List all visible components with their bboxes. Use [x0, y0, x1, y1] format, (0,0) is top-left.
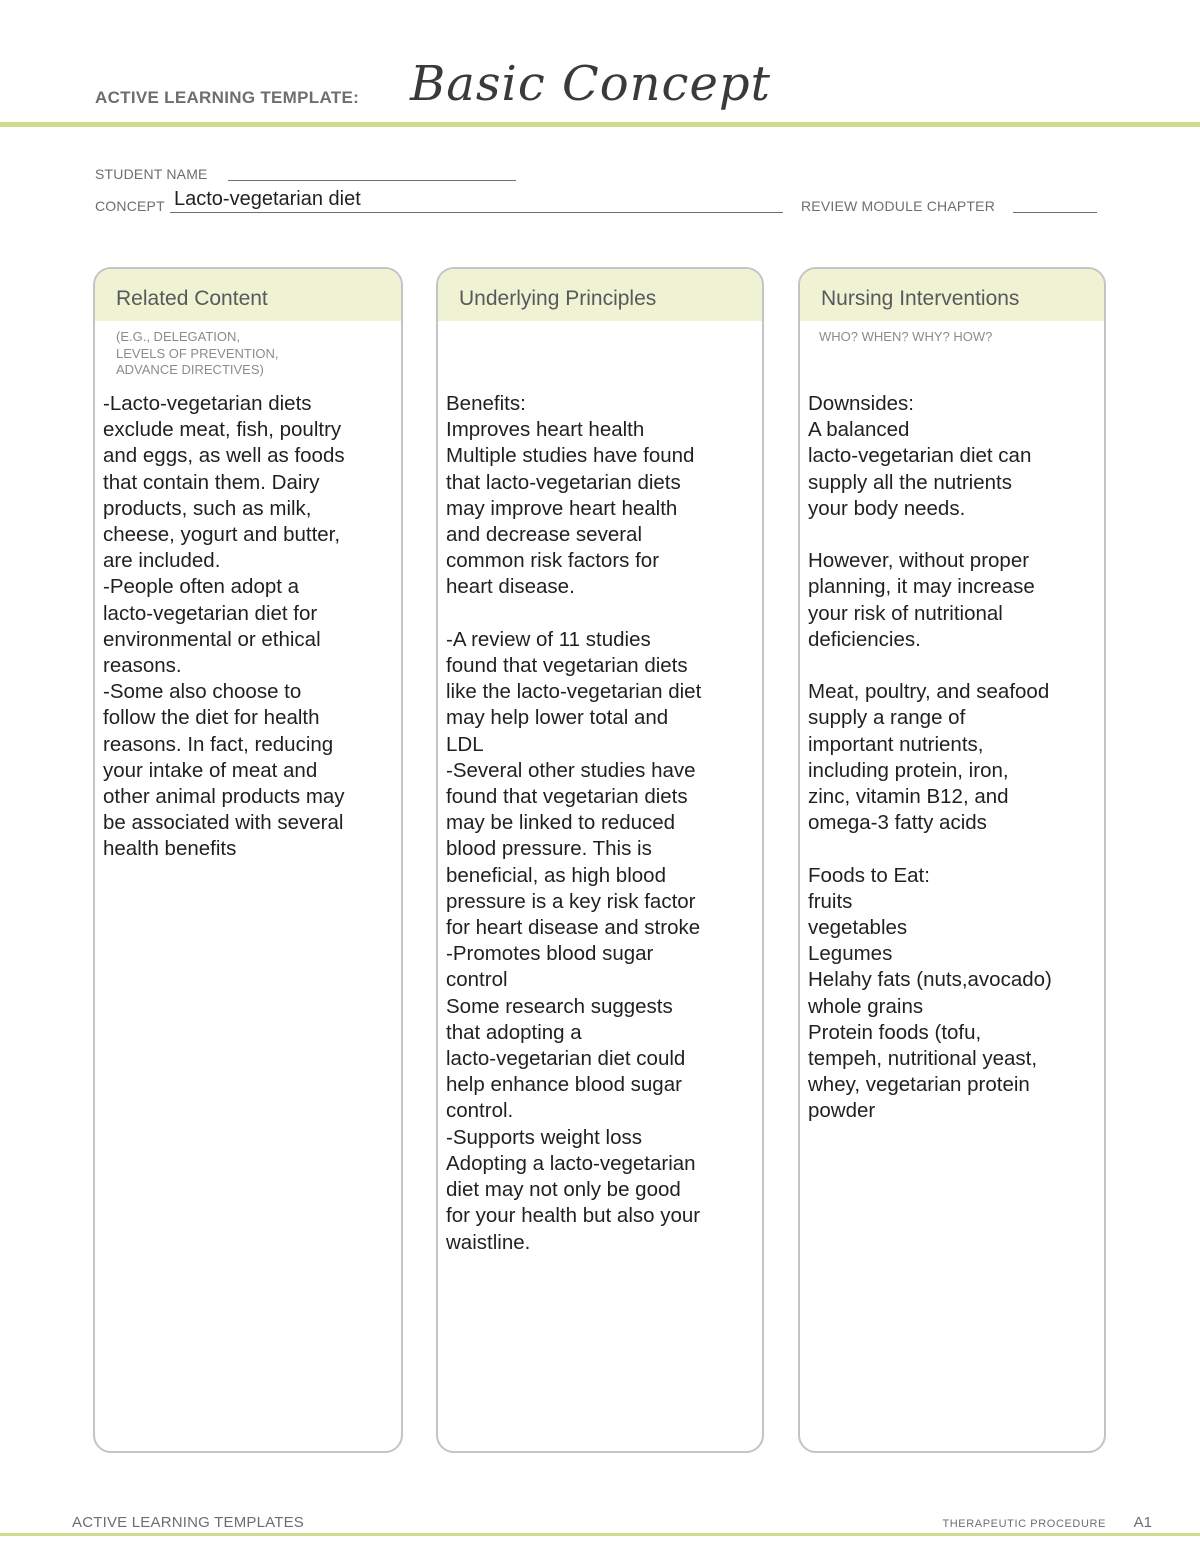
card-body[interactable]: Downsides: A balanced lacto-vegetarian diet can supply all the nutrients your body needs. However, without proper planning, it may increase your risk of nutritional deficiencies. Meat, poultry, and seafood supply a range of important nutrients, including protein, iron, zinc, vitamin B12, and omega-3 fatty acids Foods to Eat: fruits vegetables Legumes Helahy fats (nuts,avocado) whole grains Protein foods (tofu, tempeh, nutritional yeast, whey, vegetarian protein powder [808, 392, 1052, 1123]
concept-value: Lacto-vegetarian diet [174, 188, 361, 210]
header-divider [0, 122, 1200, 127]
underlying-principles-card [436, 267, 764, 1453]
nursing-interventions-card [798, 267, 1106, 1453]
related-content-card [93, 267, 403, 1453]
card-subtitle: (E.G., DELEGATION, LEVELS OF PREVENTION, ADVANCE DIRECTIVES) [116, 329, 279, 377]
concept-label: CONCEPT [95, 198, 165, 214]
card-subtitle: WHO? WHEN? WHY? HOW? [819, 329, 993, 344]
card-body[interactable]: -Lacto-vegetarian diets exclude meat, fish, poultry and eggs, as well as foods that contain them. Dairy products, such as milk, cheese, yogurt and butter, are included. -People often adopt a lacto-vegetarian diet for environmental or ethical reasons. -Some also choose to follow the diet for health reasons. In fact, reducing your intake of meat and other animal products may be associated with several health benefits [103, 392, 345, 861]
card-title: Related Content [116, 287, 268, 310]
footer-left-label: ACTIVE LEARNING TEMPLATES [72, 1514, 304, 1531]
student-name-field[interactable] [228, 180, 516, 181]
review-module-field[interactable] [1013, 212, 1097, 213]
footer-divider [0, 1533, 1200, 1536]
footer-page-code: A1 [1133, 1514, 1152, 1531]
template-label: ACTIVE LEARNING TEMPLATE: [95, 88, 360, 107]
student-name-label: STUDENT NAME [95, 166, 208, 182]
card-title: Underlying Principles [459, 287, 657, 310]
page-title: Basic Concept [410, 56, 771, 112]
review-module-label: REVIEW MODULE CHAPTER [801, 198, 995, 214]
concept-field[interactable] [170, 212, 783, 213]
card-title: Nursing Interventions [821, 287, 1020, 310]
footer-section-label: THERAPEUTIC PROCEDURE [942, 1518, 1106, 1530]
card-body[interactable]: Benefits: Improves heart health Multiple studies have found that lacto-vegetarian diets may improve heart health and decrease several common risk factors for heart disease. -A review of 11 studies found that vegetarian diets like the lacto-vegetarian diet may help lower total and LDL -Several other studies have found that vegetarian diets may be linked to reduced blood pressure. This is beneficial, as high blood pressure is a key risk factor for heart disease and stroke -Promotes blood sugar control Some research suggests that adopting a lacto-vegetarian diet could help enhance blood sugar control. -Supports weight loss Adopting a lacto-vegetarian diet may not only be good for your health but also your waistline. [446, 392, 702, 1254]
